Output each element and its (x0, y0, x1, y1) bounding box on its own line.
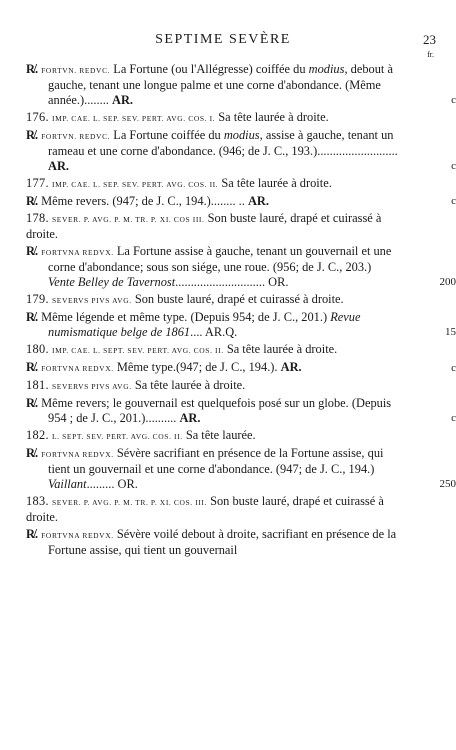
reference-text: Vaillant (48, 477, 87, 491)
reverse-entry (26, 194, 456, 209)
legend-text: FORTVNA REDVX. (41, 531, 114, 540)
description-text: , assise à gauche, tenant un rameau et une corne d'abondance. (946; de J. C., 193.).......................... (48, 128, 398, 158)
reference-text: modius (223, 128, 260, 142)
metal-label: AR. (247, 194, 269, 208)
obverse-entry (26, 378, 398, 394)
legend-text: FORTVN. REDVC. (41, 132, 111, 141)
reference-text: Revue numismatique belge de 1861 (48, 310, 361, 339)
rarity-value: c (451, 362, 456, 374)
obverse-entry (26, 494, 398, 525)
reverse-entry (26, 360, 456, 376)
reverse-mark: R̸. (26, 62, 39, 76)
coin-number: 179. (26, 292, 49, 306)
description-text: Sa tête laurée. (185, 428, 256, 442)
coin-number: 177. (26, 176, 49, 190)
reverse-entry (26, 527, 398, 558)
legend-text: IMP. CAE. L. SEP. SEV. PERT. AVG. COS. I. (52, 114, 216, 123)
description-text: ............................. OR. (175, 275, 289, 289)
legend-text: SEVERVS PIVS AVG. (52, 296, 132, 305)
description-text: Même légende et même type. (Depuis 954; de J. C., 201.) (41, 310, 331, 324)
obverse-entry (26, 428, 398, 444)
coin-number: 178. (26, 211, 49, 225)
description-text: ......... OR. (86, 477, 138, 491)
page-header (0, 32, 446, 59)
coin-number: 183. (26, 494, 49, 508)
legend-text: FORTVNA REDVX. (41, 248, 114, 257)
rarity-value: 15 (445, 326, 456, 338)
rarity-value: c (451, 160, 456, 172)
description-text: .... AR.Q. (190, 325, 238, 339)
reverse-entry (26, 310, 456, 340)
coin-number: 180. (26, 342, 49, 356)
description-text: La Fortune assise à gauche, tenant un gouvernail et une corne d'abondance; sous son siége, une roue. (956; de J. C., 203.) (48, 244, 392, 274)
rarity-value: c (451, 195, 456, 207)
reverse-entry (26, 62, 456, 108)
description-text: Sa tête laurée à droite. (221, 176, 332, 190)
page-number: 23 (423, 32, 436, 47)
obverse-entry (26, 342, 398, 358)
reverse-entry (26, 128, 456, 174)
rarity-value: c (451, 94, 456, 106)
description-text: Sévère sacrifiant en présence de la Fortune assise, qui tient un gouvernail et une corne d'abondance. (947; de J. C., 194.) (48, 446, 384, 476)
description-text: Sévère voilé debout à droite, sacrifiant en présence de la Fortune assise, qui tient un gouvernail (48, 527, 397, 557)
reverse-mark: R̸. (26, 360, 39, 374)
running-title: SEPTIME SEVÈRE (155, 32, 291, 47)
description-text: Sa tête laurée à droite. (226, 342, 338, 356)
coin-number: 176. (26, 110, 49, 124)
description-text: La Fortune coiffée du (113, 128, 224, 142)
obverse-entry (26, 292, 398, 308)
legend-text: SEVER. P. AVG. P. M. TR. P. XI. COS. III. (52, 498, 207, 507)
legend-text: SEVERVS PIVS AVG. (52, 382, 132, 391)
reverse-mark: R̸. (26, 446, 39, 460)
obverse-entry (26, 110, 398, 126)
description-text: Même revers. (947; de J. C., 194.)........ .. (41, 194, 248, 208)
coin-number: 182. (26, 428, 49, 442)
description-text: Son buste lauré, drapé et cuirassé à droite. (26, 211, 382, 241)
obverse-entry (26, 211, 398, 242)
reverse-mark: R̸. (26, 194, 39, 208)
metal-label: AR. (179, 411, 201, 425)
legend-text: IMP. CAE. L. SEPT. SEV. PERT. AVG. COS. II. (52, 346, 224, 355)
description-text: Son buste lauré, drapé et cuirassé à droite. (26, 494, 384, 524)
metal-label: AR. (280, 360, 302, 374)
description-text: , debout à gauche, tenant une longue palme et une corne d'abondance. (Même année.)........ (48, 62, 393, 107)
reverse-mark: R̸. (26, 128, 39, 142)
description-text: Même revers; le gouvernail est quelquefois posé sur un globe. (Depuis 954 ; de J. C., 201.).......... (41, 396, 392, 425)
coin-number: 181. (26, 378, 49, 392)
legend-text: FORTVNA REDVX. (41, 450, 114, 459)
description-text: Sa tête laurée à droite. (134, 378, 246, 392)
metal-label: AR. (48, 159, 69, 173)
description-text: La Fortune (ou l'Allégresse) coiffée du (113, 62, 309, 76)
description-text: Sa tête laurée à droite. (218, 110, 329, 124)
legend-text: SEVER. P. AVG. P. M. TR. P. XI. COS III. (52, 215, 205, 224)
legend-text: FORTVNA REDVX. (41, 364, 114, 373)
reference-text: Vente Belley de Tavernost (48, 275, 176, 289)
legend-text: L. SEPT. SEV. PERT. AVG. COS. II. (52, 432, 183, 441)
legend-text: IMP. CAE. L. SEP. SEV. PERT. AVG. COS. II. (52, 180, 219, 189)
obverse-entry (26, 176, 398, 192)
description-text: Même type.(947; de J. C., 194.). (116, 360, 281, 374)
rarity-value: 200 (439, 276, 456, 288)
description-text: Son buste lauré, drapé et cuirassé à droite. (134, 292, 344, 306)
reverse-mark: R̸. (26, 527, 39, 541)
rarity-value: 250 (439, 478, 456, 490)
rarity-value: c (451, 412, 456, 424)
metal-label: AR. (112, 93, 133, 107)
reference-text: modius (308, 62, 345, 76)
legend-text: FORTVN. REDVC. (41, 66, 111, 75)
reverse-entry (26, 396, 456, 426)
reverse-entry (26, 244, 456, 290)
unit-label: fr. (427, 50, 434, 59)
catalogue-text (26, 62, 456, 560)
reverse-mark: R̸. (26, 396, 39, 410)
reverse-entry (26, 446, 456, 492)
reverse-mark: R̸. (26, 310, 39, 324)
reverse-mark: R̸. (26, 244, 39, 258)
